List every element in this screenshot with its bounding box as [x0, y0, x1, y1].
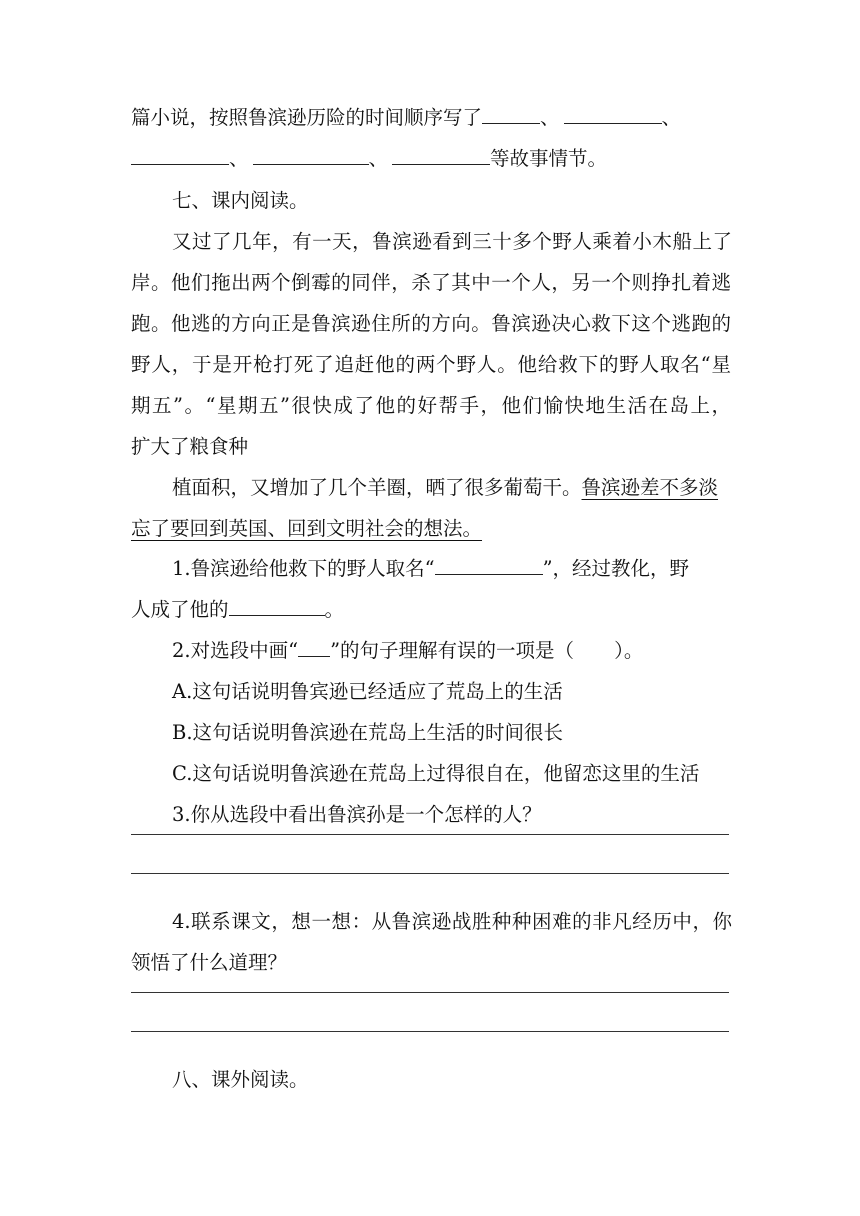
q1-text: ”，经过教化，野	[542, 557, 690, 580]
intro-text: 篇小说，按照鲁滨逊历险的时间顺序写了	[131, 106, 483, 129]
question-3: 3.你从选段中看出鲁滨孙是一个怎样的人？	[172, 803, 542, 826]
q2-text: ）。	[614, 639, 644, 662]
separator: 、	[368, 147, 389, 170]
answer-blank[interactable]	[229, 597, 325, 616]
answer-line[interactable]	[131, 1031, 729, 1032]
passage-continuation-2	[131, 515, 731, 543]
intro-tail: 等故事情节。	[490, 147, 608, 170]
passage-text: 植面积，又增加了几个羊圈，晒了很多葡萄干。	[172, 476, 582, 499]
intro-line-2	[131, 145, 731, 173]
underlined-sentence: 忘了要回到英国、回到文明社会的想法。	[131, 517, 483, 540]
q2-option-c[interactable]: C.这句话说明鲁滨逊在荒岛上过得很自在，他留恋这里的生活	[172, 762, 700, 785]
section-8-heading: 八、课外阅读。	[172, 1068, 309, 1091]
answer-blank[interactable]	[131, 146, 229, 165]
answer-blank[interactable]	[253, 146, 369, 165]
question-2	[172, 637, 732, 665]
answer-line[interactable]	[131, 834, 729, 835]
q1-text: 。	[324, 598, 345, 621]
passage-line: 岸。他们拖出两个倒霉的同伴，杀了其中一个人，另一个则挣扎着逃	[131, 271, 731, 294]
q2-text: ”的句子理解有误的一项是（	[330, 639, 575, 662]
q1-text: 1.鲁滨逊给他救下的野人取名“	[172, 557, 435, 580]
answer-blank[interactable]	[482, 105, 540, 124]
intro-line-1	[131, 104, 731, 132]
passage-line: 期五”。“星期五”很快成了他的好帮手，他们愉快地生活在岛上，	[131, 394, 731, 417]
q2-option-a[interactable]: A.这句话说明鲁宾逊已经适应了荒岛上的生活	[172, 680, 563, 703]
passage-line: 野人，于是开枪打死了追赶他的两个野人。他给救下的野人取名“星	[131, 353, 731, 376]
passage-line: 扩大了粮食种	[131, 435, 249, 458]
question-1	[172, 555, 732, 583]
q2-option-b[interactable]: B.这句话说明鲁滨逊在荒岛上生活的时间很长	[172, 721, 564, 744]
separator: 、	[229, 147, 249, 170]
answer-blank[interactable]	[435, 556, 543, 575]
q1-text: 人成了他的	[131, 598, 229, 621]
answer-line[interactable]	[131, 992, 729, 993]
q2-text: 2.对选段中画“	[172, 639, 299, 662]
underlined-sentence: 鲁滨逊差不多淡	[581, 476, 719, 499]
separator: 、	[540, 106, 560, 129]
underline-marker	[298, 638, 330, 657]
answer-line[interactable]	[131, 873, 729, 874]
answer-blank[interactable]	[392, 146, 490, 165]
question-4-cont: 领悟了什么道理？	[131, 951, 288, 974]
separator: 、	[661, 106, 682, 129]
section-7-heading: 七、课内阅读。	[172, 189, 309, 212]
answer-blank[interactable]	[564, 105, 662, 124]
passage-line: 又过了几年，有一天，鲁滨逊看到三十多个野人乘着小木船上了	[172, 230, 732, 253]
passage-continuation	[172, 474, 732, 502]
question-1-cont	[131, 596, 731, 624]
question-4: 4.联系课文，想一想：从鲁滨逊战胜种种困难的非凡经历中，你	[172, 910, 732, 933]
passage-line: 跑。他逃的方向正是鲁滨逊住所的方向。鲁滨逊决心救下这个逃跑的	[131, 312, 731, 335]
